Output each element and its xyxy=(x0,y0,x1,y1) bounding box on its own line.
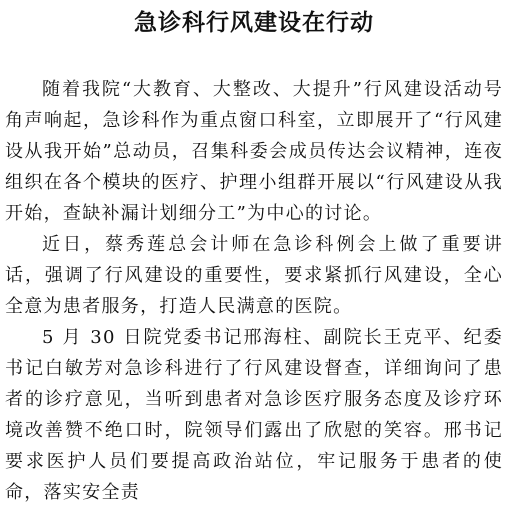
document-title: 急诊科行风建设在行动 xyxy=(134,10,374,36)
paragraph-2: 近日，蔡秀莲总会计师在急诊科例会上做了重要讲话，强调了行风建设的重要性，要求紧抓行风建设，全心全意为患者服务，打造人民满意的医院。 xyxy=(5,234,503,317)
paragraph-1: 随着我院“大教育、大整改、大提升”行风建设活动号角声响起，急诊科作为重点窗口科室，立即展开了“行风建设从我开始”总动员，召集科委会成员传达会议精神，连夜组织在各个模块的医疗、护理小组群开展以“行风建设从我开始，查缺补漏计划细分工”为中心的讨论。 xyxy=(5,79,503,224)
paragraph-3: 5 月 30 日院党委书记邢海柱、副院长王克平、纪委书记白敏芳对急诊科进行了行风建设督查，详细询问了患者的诊疗意见，当听到患者对急诊医疗服务态度及诊疗环境改善赞不绝口时，院领导们露出了欣慰的笑容。邢书记要求医护人员们要提高政治站位，牢记服务于患者的使命，落实安全责 xyxy=(5,327,503,503)
document-body xyxy=(5,74,503,508)
